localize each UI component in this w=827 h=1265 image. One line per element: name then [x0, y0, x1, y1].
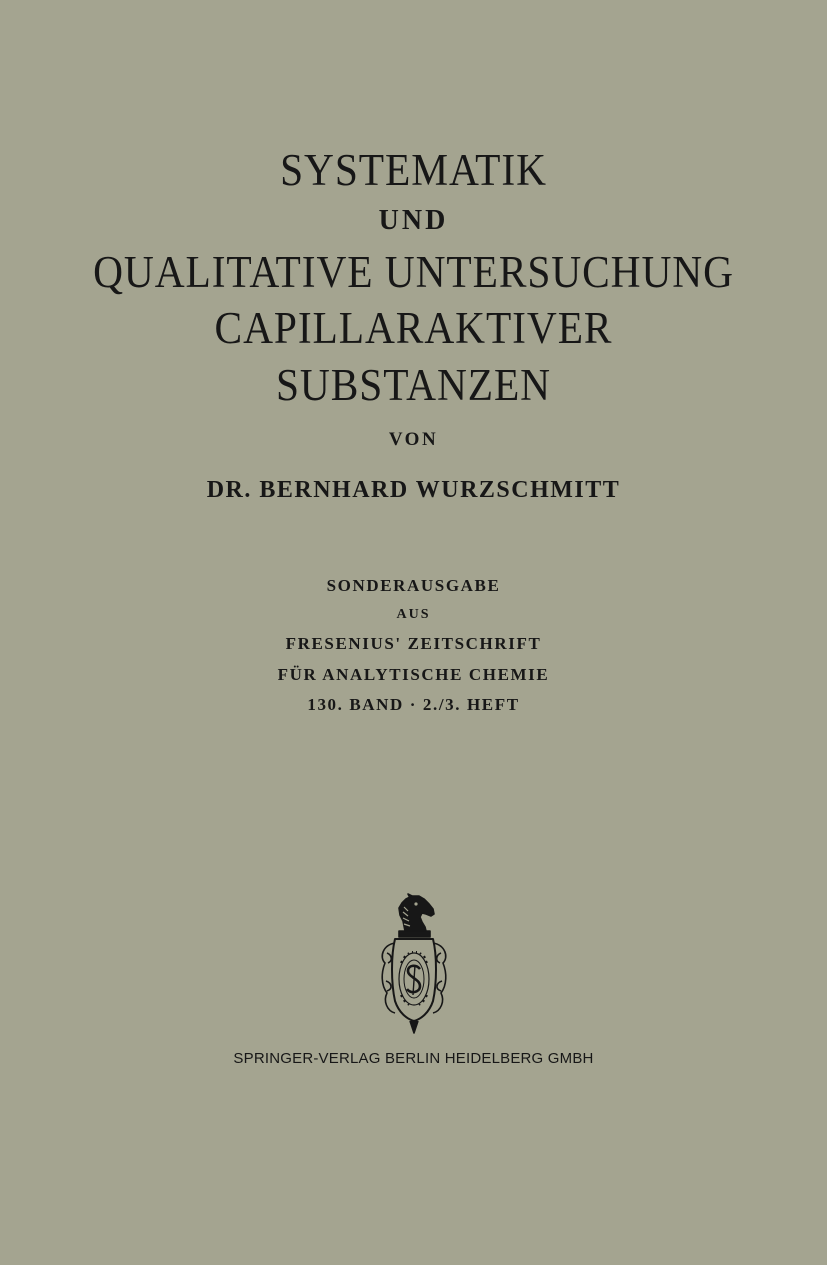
author-name: DR. BERNHARD WURZSCHMITT — [206, 477, 621, 503]
edition-volume-issue: 130. BAND · 2./3. HEFT — [307, 695, 520, 714]
springer-knight-logo-icon — [375, 893, 453, 1035]
publisher-name: SPRINGER-VERLAG BERLIN HEIDELBERG GMBH — [233, 1050, 594, 1067]
title-line-capillaraktiver: CAPILLARAKTIVER — [214, 303, 613, 353]
edition-journal-name: FRESENIUS' ZEITSCHRIFT — [285, 634, 542, 653]
title-line-systematik: SYSTEMATIK — [280, 145, 547, 195]
title-line-substanzen: SUBSTANZEN — [275, 360, 551, 410]
title-line-und: UND — [378, 205, 449, 236]
edition-sonderausgabe: SONDERAUSGABE — [326, 576, 501, 595]
edition-aus: AUS — [396, 607, 431, 622]
edition-journal-subtitle: FÜR ANALYTISCHE CHEMIE — [277, 665, 550, 684]
byline-von: VON — [388, 429, 439, 450]
title-line-qualitative-untersuchung: QUALITATIVE UNTERSUCHUNG — [93, 247, 734, 297]
